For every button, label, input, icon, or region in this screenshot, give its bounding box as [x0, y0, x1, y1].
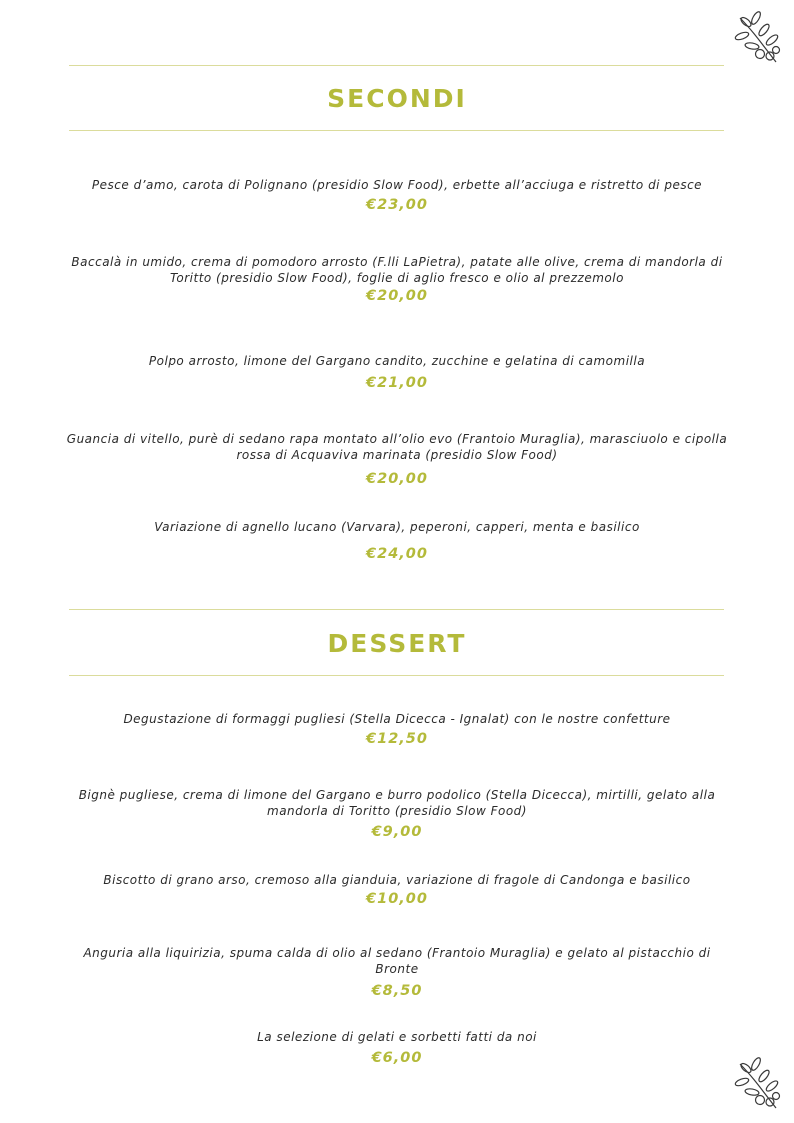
section-divider: [69, 675, 724, 676]
dish-description: Biscotto di grano arso, cremoso alla gianduia, variazione di fragole di Candonga e basilico: [103, 873, 691, 887]
section-divider: [69, 65, 724, 66]
olive-branch-icon: [734, 10, 784, 68]
dish-price: €23,00: [366, 197, 428, 213]
dish-price: €20,00: [366, 288, 428, 304]
section-divider: [69, 130, 724, 131]
dish-description: Pesce d’amo, carota di Polignano (presidio Slow Food), erbette all’acciuga e ristretto di pesce: [91, 178, 703, 192]
dish-price: €20,00: [366, 471, 428, 487]
dish-description: Anguria alla liquirizia, spuma calda di olio al sedano (Frantoio Muraglia) e gelato al pistacchio di Bronte: [83, 946, 711, 976]
dish-description: La selezione di gelati e sorbetti fatti da noi: [257, 1030, 537, 1044]
dish-price: €21,00: [366, 375, 428, 391]
dish-description: Degustazione di formaggi pugliesi (Stella Dicecca - Ignalat) con le nostre confetture: [123, 712, 671, 726]
dish-price: €24,00: [366, 546, 428, 562]
dish-price: €6,00: [371, 1050, 423, 1066]
dish-description: Polpo arrosto, limone del Gargano candito, zucchine e gelatina di camomilla: [148, 354, 646, 368]
dish-price: €12,50: [366, 731, 428, 747]
section-title-dessert: DESSERT: [327, 629, 467, 658]
dish-price: €8,50: [371, 983, 423, 999]
dish-description: Bignè pugliese, crema di limone del Gargano e burro podolico (Stella Dicecca), mirtilli, gelato alla mandorla di Toritto (presidio Slow Food): [78, 788, 716, 818]
dish-description: Guancia di vitello, purè di sedano rapa montato all’olio evo (Frantoio Muraglia), marasciuolo e cipolla rossa di Acquaviva marinata (presidio Slow Food): [66, 432, 728, 462]
section-divider: [69, 609, 724, 610]
dish-description: Baccalà in umido, crema di pomodoro arrosto (F.lli LaPietra), patate alle olive, crema di mandorla di Toritto (presidio Slow Food), foglie di aglio fresco e olio al prezzemolo: [71, 255, 723, 285]
section-title-secondi: SECONDI: [327, 84, 467, 113]
dish-description: Variazione di agnello lucano (Varvara), peperoni, capperi, menta e basilico: [154, 520, 640, 534]
dish-price: €10,00: [366, 891, 428, 907]
dish-price: €9,00: [371, 824, 423, 840]
